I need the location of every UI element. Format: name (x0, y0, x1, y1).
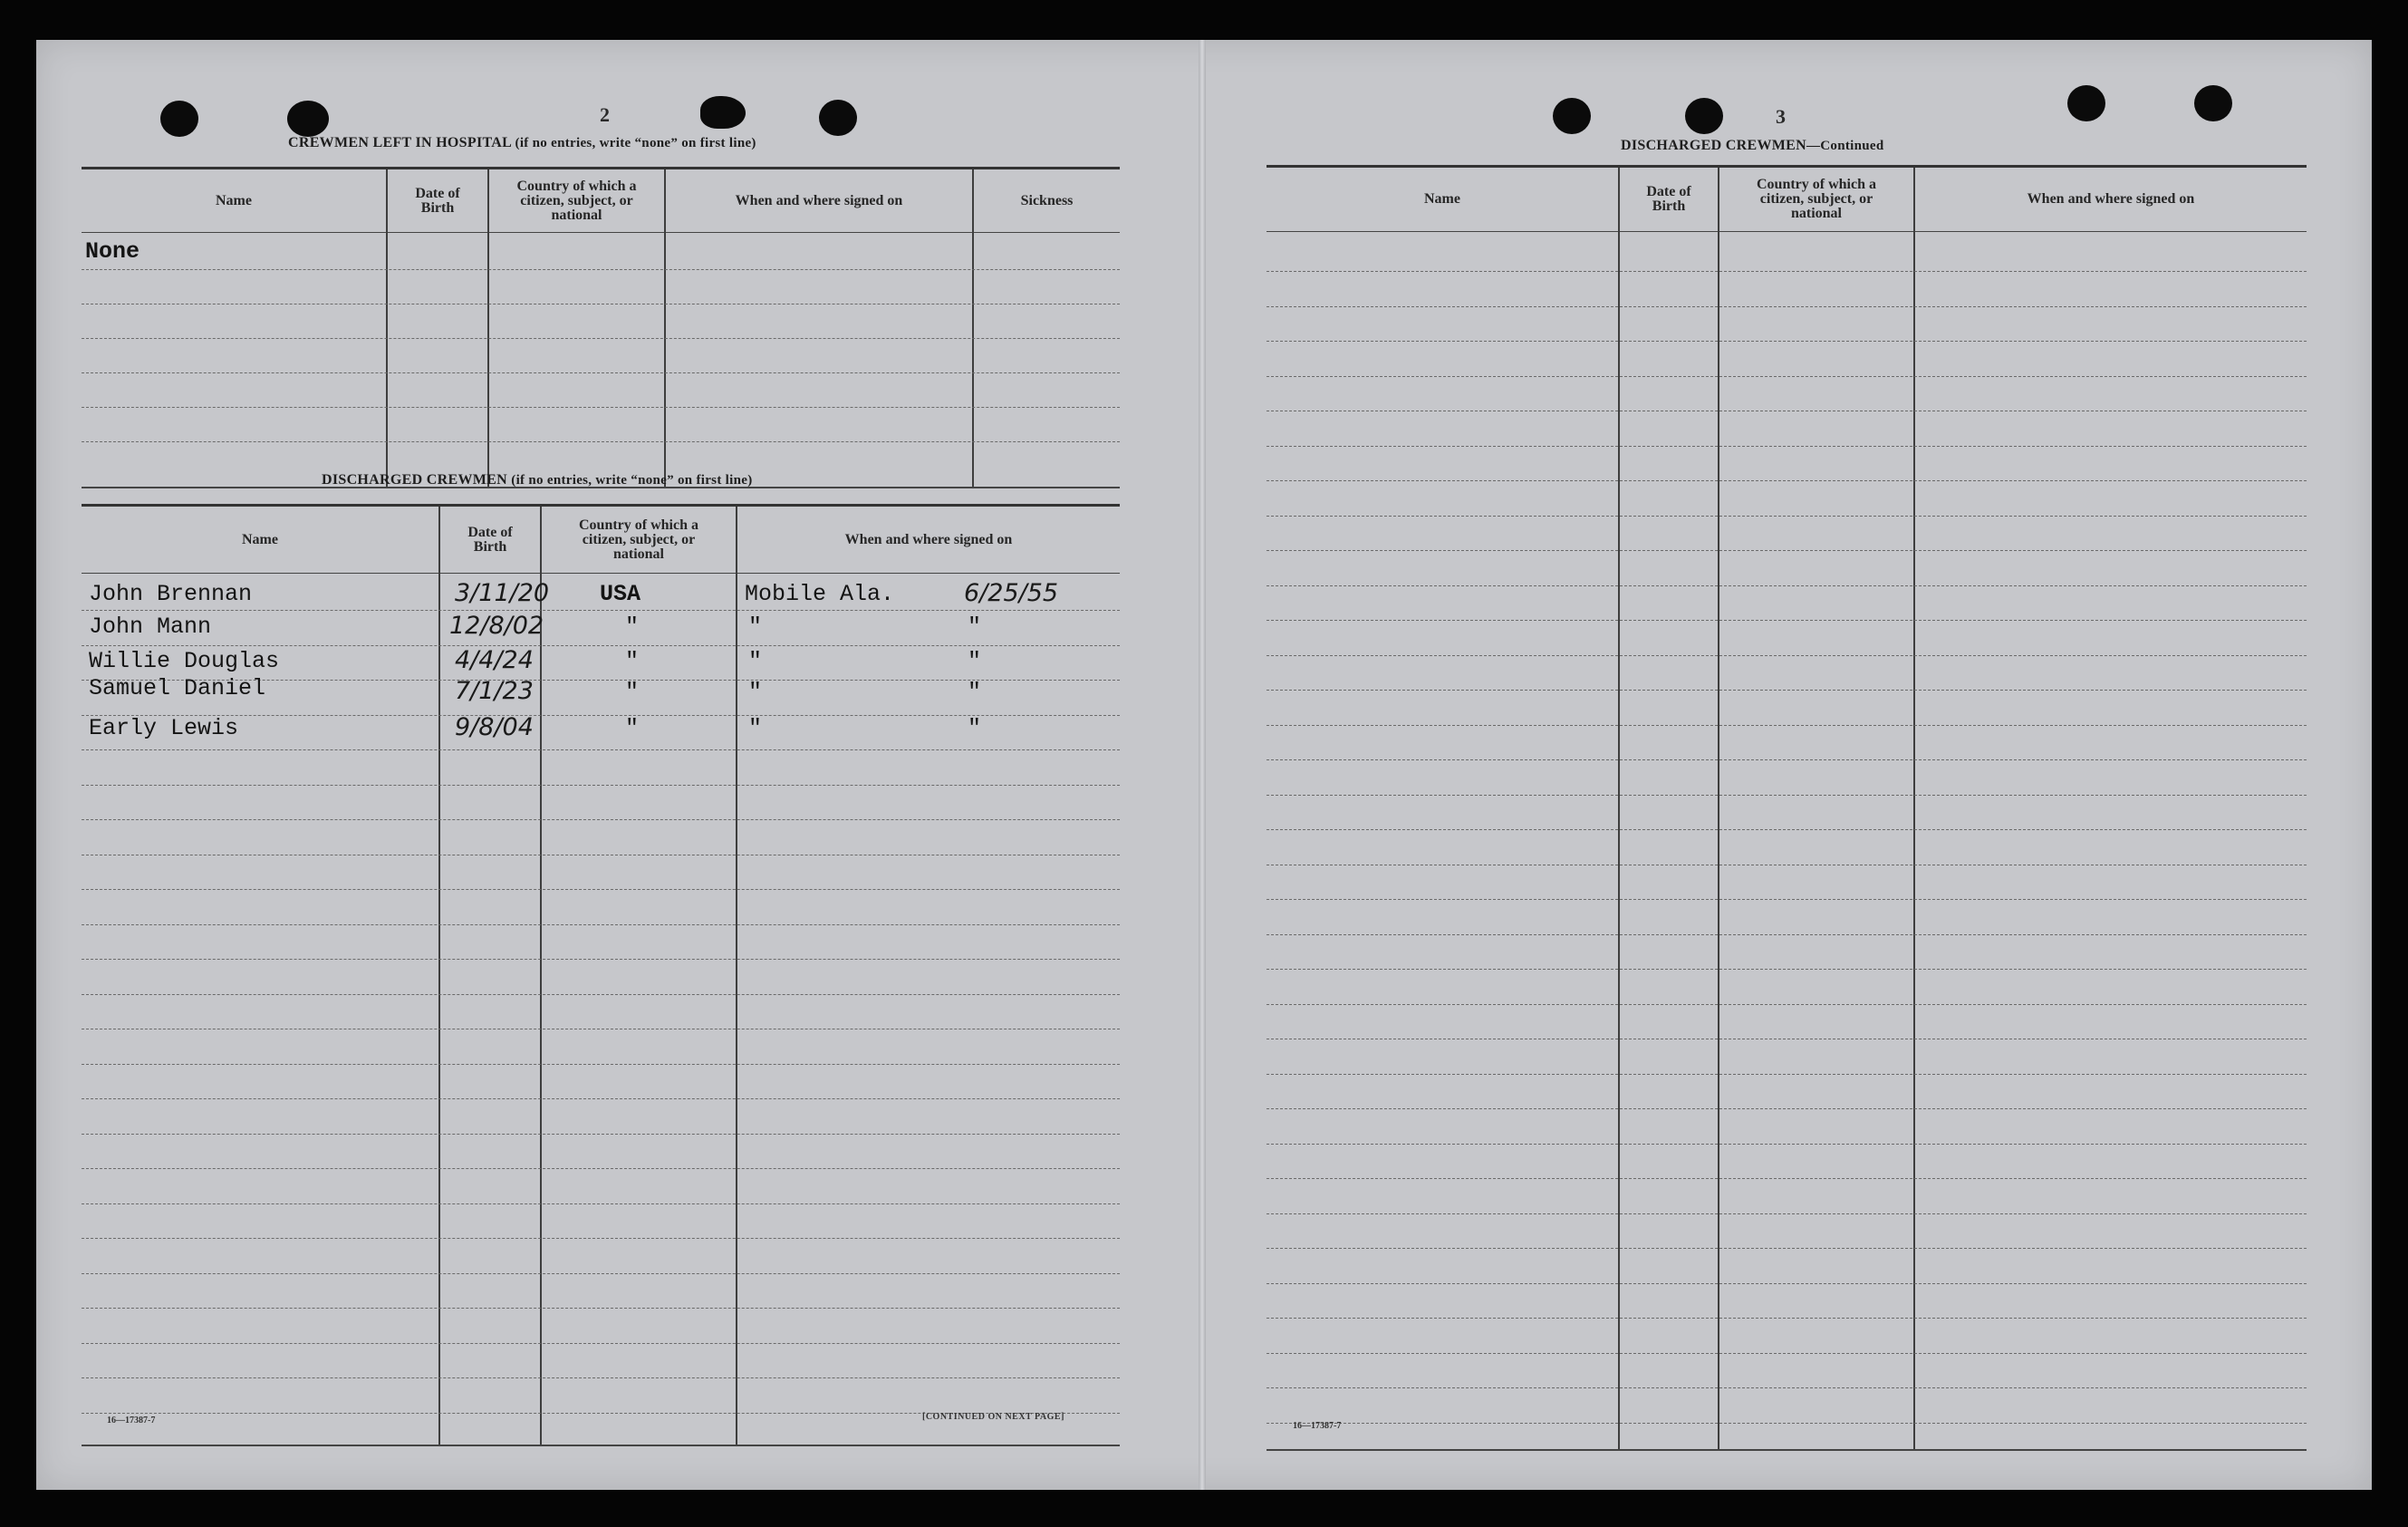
crewman-signed-date: " (968, 648, 982, 674)
row-rule (1267, 1318, 2307, 1319)
page-number: 2 (600, 103, 610, 126)
row-rule (1267, 271, 2307, 272)
col-header-date-of-birth-text: Date of Birth (467, 524, 513, 555)
crewman-country: " (625, 648, 640, 674)
row-rule (1267, 1074, 2307, 1075)
col-header-date-of-birth-text: Date of Birth (415, 185, 460, 216)
row-rule (1267, 446, 2307, 447)
row-rule (82, 1343, 1120, 1344)
hospital-section-title (288, 135, 756, 151)
row-rule (1267, 759, 2307, 760)
crewman-signed-date: " (968, 715, 982, 741)
row-rule (1267, 1144, 2307, 1145)
column-divider (1618, 168, 1620, 1449)
form-number: 16—17387-7 (107, 1416, 156, 1426)
row-rule (82, 610, 1120, 611)
crewman-dob: 4/4/24 (455, 646, 534, 674)
col-header-country (489, 169, 664, 232)
crewman-country: USA (600, 581, 641, 607)
col-header-date-of-birth-text: Date of Birth (1646, 184, 1691, 214)
row-rule (82, 1377, 1120, 1378)
crewman-signed-date: " (968, 679, 982, 705)
col-header-country (1719, 168, 1913, 231)
row-rule (82, 1308, 1120, 1309)
center-fold (1199, 40, 1206, 1490)
row-rule (82, 959, 1120, 960)
row-rule (1267, 306, 2307, 307)
crewman-country: " (625, 679, 640, 705)
row-rule (82, 1203, 1120, 1204)
row-rule (82, 889, 1120, 890)
row-rule (82, 749, 1120, 750)
column-divider (487, 169, 489, 487)
row-rule (1267, 480, 2307, 481)
col-header-name: Name (242, 531, 278, 547)
hospital-title-text: CREWMEN LEFT IN HOSPITAL (288, 135, 512, 150)
hospital-table (82, 167, 1120, 488)
crewman-name: John Brennan (89, 581, 253, 607)
discharged-continued-header (1267, 168, 2307, 232)
row-rule (82, 338, 1120, 339)
col-header-name: Name (216, 192, 252, 208)
crewman-dob: 7/1/23 (455, 677, 534, 705)
left-page (36, 40, 1199, 1490)
crewman-country: " (625, 715, 640, 741)
row-rule (82, 372, 1120, 373)
form-number: 16—17387-7 (1293, 1421, 1342, 1431)
hospital-table-header (82, 169, 1120, 233)
row-rule (82, 924, 1120, 925)
row-rule (82, 1238, 1120, 1239)
row-rule (1267, 1248, 2307, 1249)
crewman-signed-place: " (748, 679, 763, 705)
row-rule (1267, 1004, 2307, 1005)
crewman-name: John Mann (89, 614, 212, 640)
discharged-title-text: DISCHARGED CREWMEN (322, 472, 507, 488)
row-rule (82, 269, 1120, 270)
discharged-continued-title-text: DISCHARGED CREWMEN (1621, 138, 1806, 153)
row-rule (1267, 1353, 2307, 1354)
column-divider (736, 507, 737, 1445)
row-rule (1267, 1423, 2307, 1424)
crewman-dob: 9/8/04 (455, 713, 534, 741)
row-rule (82, 1273, 1120, 1274)
discharged-continued-title (1621, 138, 1884, 154)
crewman-signed-date: " (968, 614, 982, 640)
hospital-title-note: (if no entries, write “none” on first line) (515, 136, 756, 150)
column-divider (1913, 168, 1915, 1449)
page-number: 3 (1776, 105, 1786, 128)
crewman-name: Samuel Daniel (89, 675, 266, 701)
discharged-table-header (82, 507, 1120, 574)
row-rule (1267, 341, 2307, 342)
row-rule (1267, 969, 2307, 970)
row-rule (1267, 376, 2307, 377)
row-rule (1267, 934, 2307, 935)
discharged-table (82, 504, 1120, 1446)
row-rule (82, 819, 1120, 820)
crewman-dob: 3/11/20 (455, 579, 550, 607)
document-sheet (36, 40, 2372, 1490)
crewman-country: " (625, 614, 640, 640)
row-rule (1267, 550, 2307, 551)
continued-suffix: —Continued (1806, 139, 1884, 153)
discharged-title-note: (if no entries, write “none” on first line) (511, 473, 753, 488)
col-header-signed-on: When and where signed on (735, 192, 903, 208)
row-rule (82, 645, 1120, 646)
row-rule (1267, 620, 2307, 621)
row-rule (1267, 899, 2307, 900)
column-divider (540, 507, 542, 1445)
crewman-name: Early Lewis (89, 715, 239, 741)
column-divider (438, 507, 440, 1445)
col-header-name: Name (1424, 191, 1460, 207)
crewman-signed-place: Mobile Ala. (745, 581, 895, 607)
col-header-date-of-birth (440, 507, 540, 573)
row-rule (1267, 655, 2307, 656)
row-rule (1267, 1178, 2307, 1179)
crewman-name: Willie Douglas (89, 648, 280, 674)
col-header-signed-on: When and where signed on (2027, 191, 2195, 207)
discharged-section-title (322, 472, 753, 488)
row-rule (1267, 1108, 2307, 1109)
row-rule (1267, 1387, 2307, 1388)
column-divider (972, 169, 974, 487)
crewman-signed-date: 6/25/55 (964, 579, 1059, 607)
hospital-entry-name: None (85, 238, 140, 265)
col-header-country-text: Country of which a citizen, subject, or national (516, 178, 637, 223)
row-rule (82, 994, 1120, 995)
continued-note: [CONTINUED ON NEXT PAGE] (922, 1412, 1064, 1422)
col-header-country-text: Country of which a citizen, subject, or national (1756, 177, 1876, 221)
col-header-date-of-birth (388, 169, 487, 232)
col-header-country (542, 507, 736, 573)
crewman-signed-place: " (748, 715, 763, 741)
row-rule (82, 785, 1120, 786)
row-rule (1267, 795, 2307, 796)
col-header-date-of-birth (1620, 168, 1718, 231)
right-page (1206, 40, 2372, 1490)
col-header-signed-on: When and where signed on (844, 531, 1013, 547)
row-rule (1267, 585, 2307, 586)
column-divider (1718, 168, 1719, 1449)
column-divider (386, 169, 388, 487)
row-rule (82, 407, 1120, 408)
row-rule (82, 1098, 1120, 1099)
row-rule (1267, 690, 2307, 691)
row-rule (1267, 516, 2307, 517)
row-rule (1267, 829, 2307, 830)
row-rule (1267, 1283, 2307, 1284)
crewman-signed-place: " (748, 648, 763, 674)
column-divider (664, 169, 666, 487)
row-rule (1267, 1213, 2307, 1214)
row-rule (82, 1168, 1120, 1169)
col-header-country-text: Country of which a citizen, subject, or national (578, 517, 698, 562)
crewman-signed-place: " (748, 614, 763, 640)
crewman-dob: 12/8/02 (449, 612, 544, 640)
row-rule (82, 1134, 1120, 1135)
row-rule (82, 1064, 1120, 1065)
row-rule (1267, 725, 2307, 726)
discharged-continued-table (1267, 165, 2307, 1451)
row-rule (82, 441, 1120, 442)
col-header-sickness: Sickness (1020, 192, 1074, 208)
